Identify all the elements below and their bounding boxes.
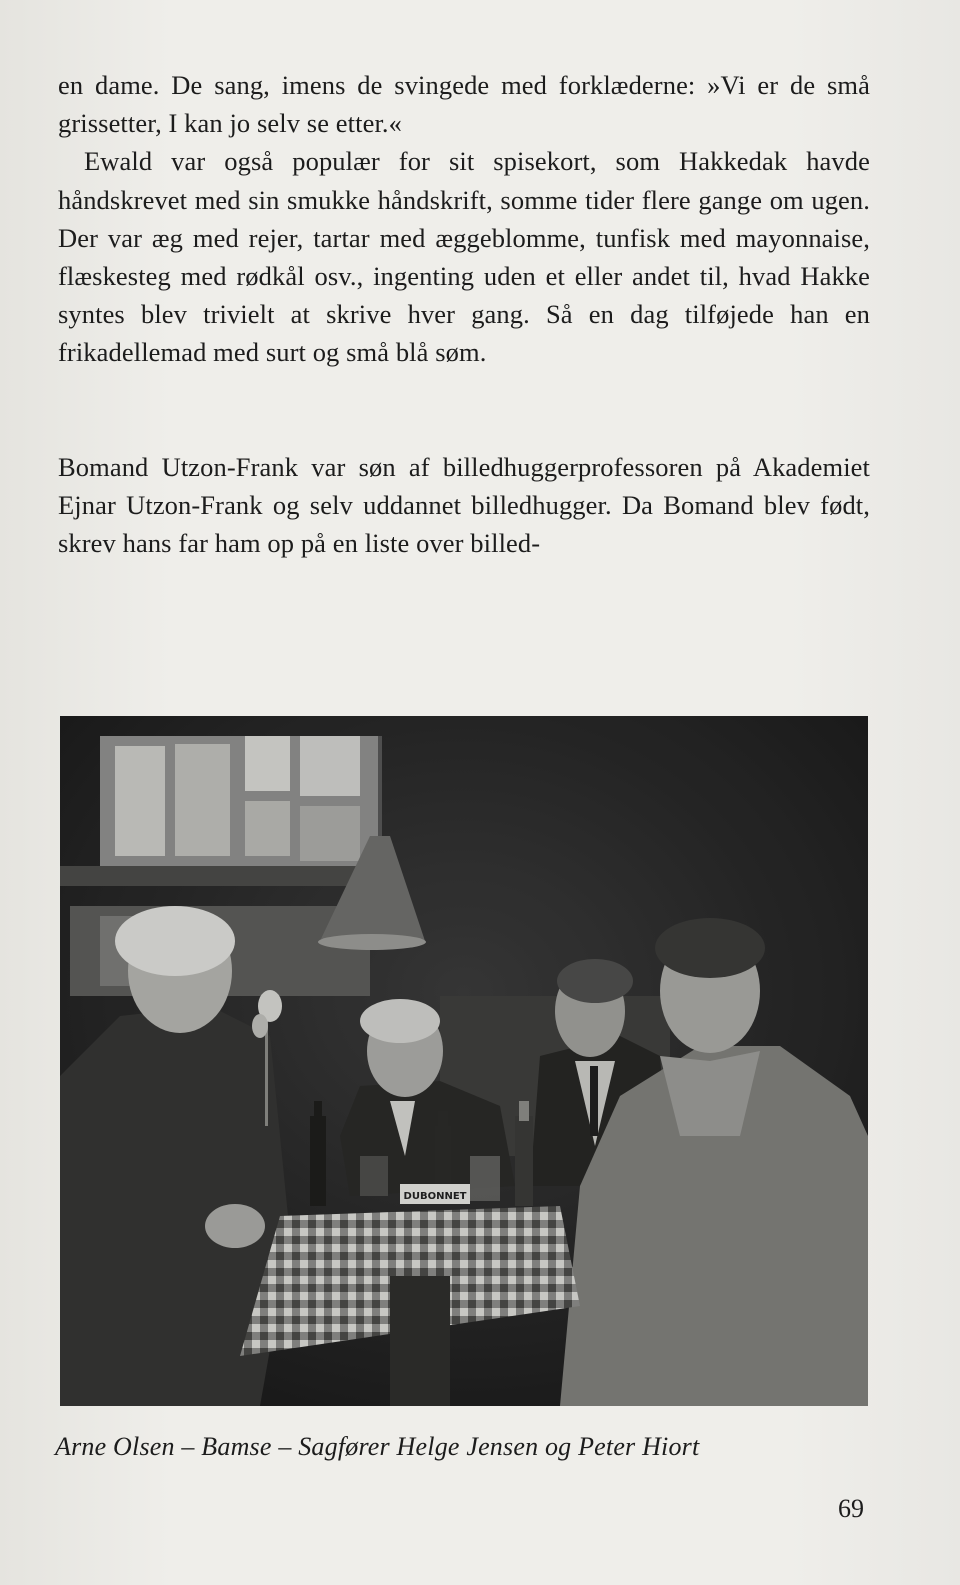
photograph-restaurant-table: [60, 716, 868, 1406]
page-number: 69: [838, 1494, 864, 1523]
paragraph-continuation: en dame. De sang, imens de svingede med forklæderne: »Vi er de små grissetter, I kan jo selv se etter.«: [58, 70, 870, 139]
paragraph-bomand: Bomand Utzon-Frank var søn af billedhuggerprofessoren på Akademiet Ejnar Utzon-Frank og selv uddannet billedhugger. Da Bomand blev født, skrev hans far ham op på en liste over billed-: [58, 452, 870, 559]
bottle-label: DUBONNET: [403, 1191, 467, 1202]
text-block-top: [58, 66, 870, 372]
photo-illustration: [60, 716, 868, 1406]
text-block-bottom: [58, 448, 870, 563]
paragraph-ewald: Ewald var også populær for sit spisekort, som Hakkedak havde håndskrevet med sin smukke håndskrift, somme tider flere gange om ugen. Der var æg med rejer, tartar med æggeblomme, tunfisk med mayonnaise, flæskesteg med rødkål osv., ingenting uden et eller andet til, hvad Hakke syntes blev trivielt at skrive hver gang. Så en dag tilføjede han en frikadellemad med surt og små blå søm.: [58, 146, 870, 368]
photo-caption: Arne Olsen – Bamse – Sagfører Helge Jensen og Peter Hiort: [55, 1432, 700, 1461]
